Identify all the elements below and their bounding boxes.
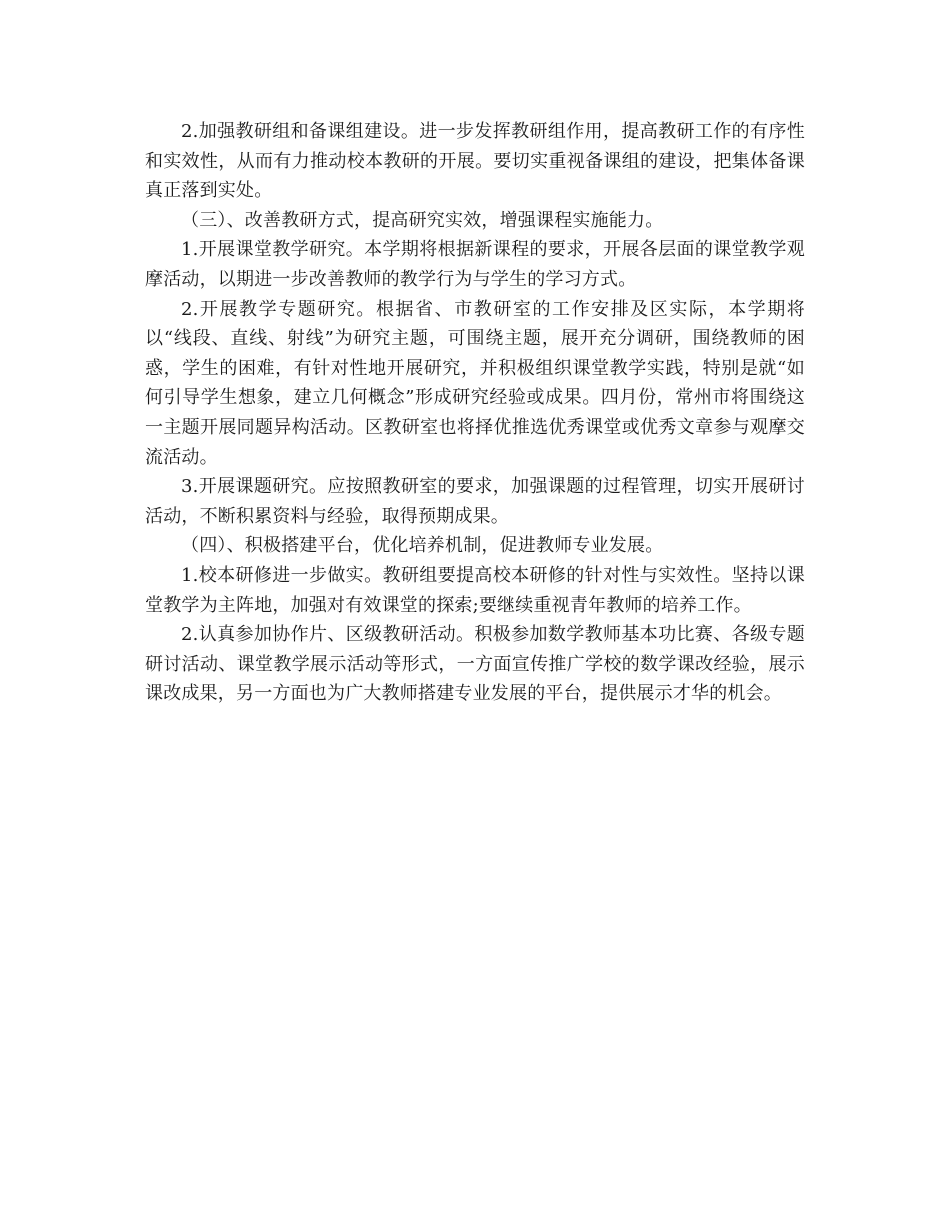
paragraph-project-research: 3.开展课题研究。应按照教研室的要求，加强课题的过程管理，切实开展研讨活动，不断积累资料与经验，取得预期成果。 — [145, 476, 805, 527]
paragraph-school-training: 1.校本研修进一步做实。教研组要提高校本研修的针对性与实效性。坚持以课堂教学为主阵地，加强对有效课堂的探索;要继续重视青年教师的培养工作。 — [145, 564, 805, 616]
paragraph-district-activities: 2.认真参加协作片、区级教研活动。积极参加数学教师基本功比赛、各级专题研讨活动、课堂教学展示活动等形式，一方面宣传推广学校的数学课改经验，展示课改成果，另一方面也为广大教师搭建专业发展的平台，提供展示才华的机会。 — [145, 624, 805, 705]
paragraph-topic-research: 2.开展教学专题研究。根据省、市教研室的工作安排及区实际，本学期将以“线段、直线、射线”为研究主题，可围绕主题，展开充分调研，围绕教师的困惑，学生的困难，有针对性地开展研究，并积极组织课堂教学实践，特别是就“如何引导学生想象，建立几何概念”形成研究经验或成果。四月份，常州市将围绕这一主题开展同题异构活动。区教研室也将择优推选优秀课堂或优秀文章参与观摩交流活动。 — [145, 298, 805, 468]
section-heading-4: （四）、积极搭建平台，优化培养机制，促进教师专业发展。 — [181, 535, 664, 557]
document-body — [145, 117, 805, 709]
section-heading-3: （三）、改善教研方式，提高研究实效，增强课程实施能力。 — [181, 209, 664, 231]
paragraph-classroom-research: 1.开展课堂教学研究。本学期将根据新课程的要求，开展各层面的课堂教学观摩活动，以期进一步改善教师的教学行为与学生的学习方式。 — [145, 239, 805, 290]
paragraph-backup-group: 2.加强教研组和备课组建设。进一步发挥教研组作用，提高教研工作的有序性和实效性，从而有力推动校本教研的开展。要切实重视备课组的建设，把集体备课真正落到实处。 — [145, 121, 805, 202]
